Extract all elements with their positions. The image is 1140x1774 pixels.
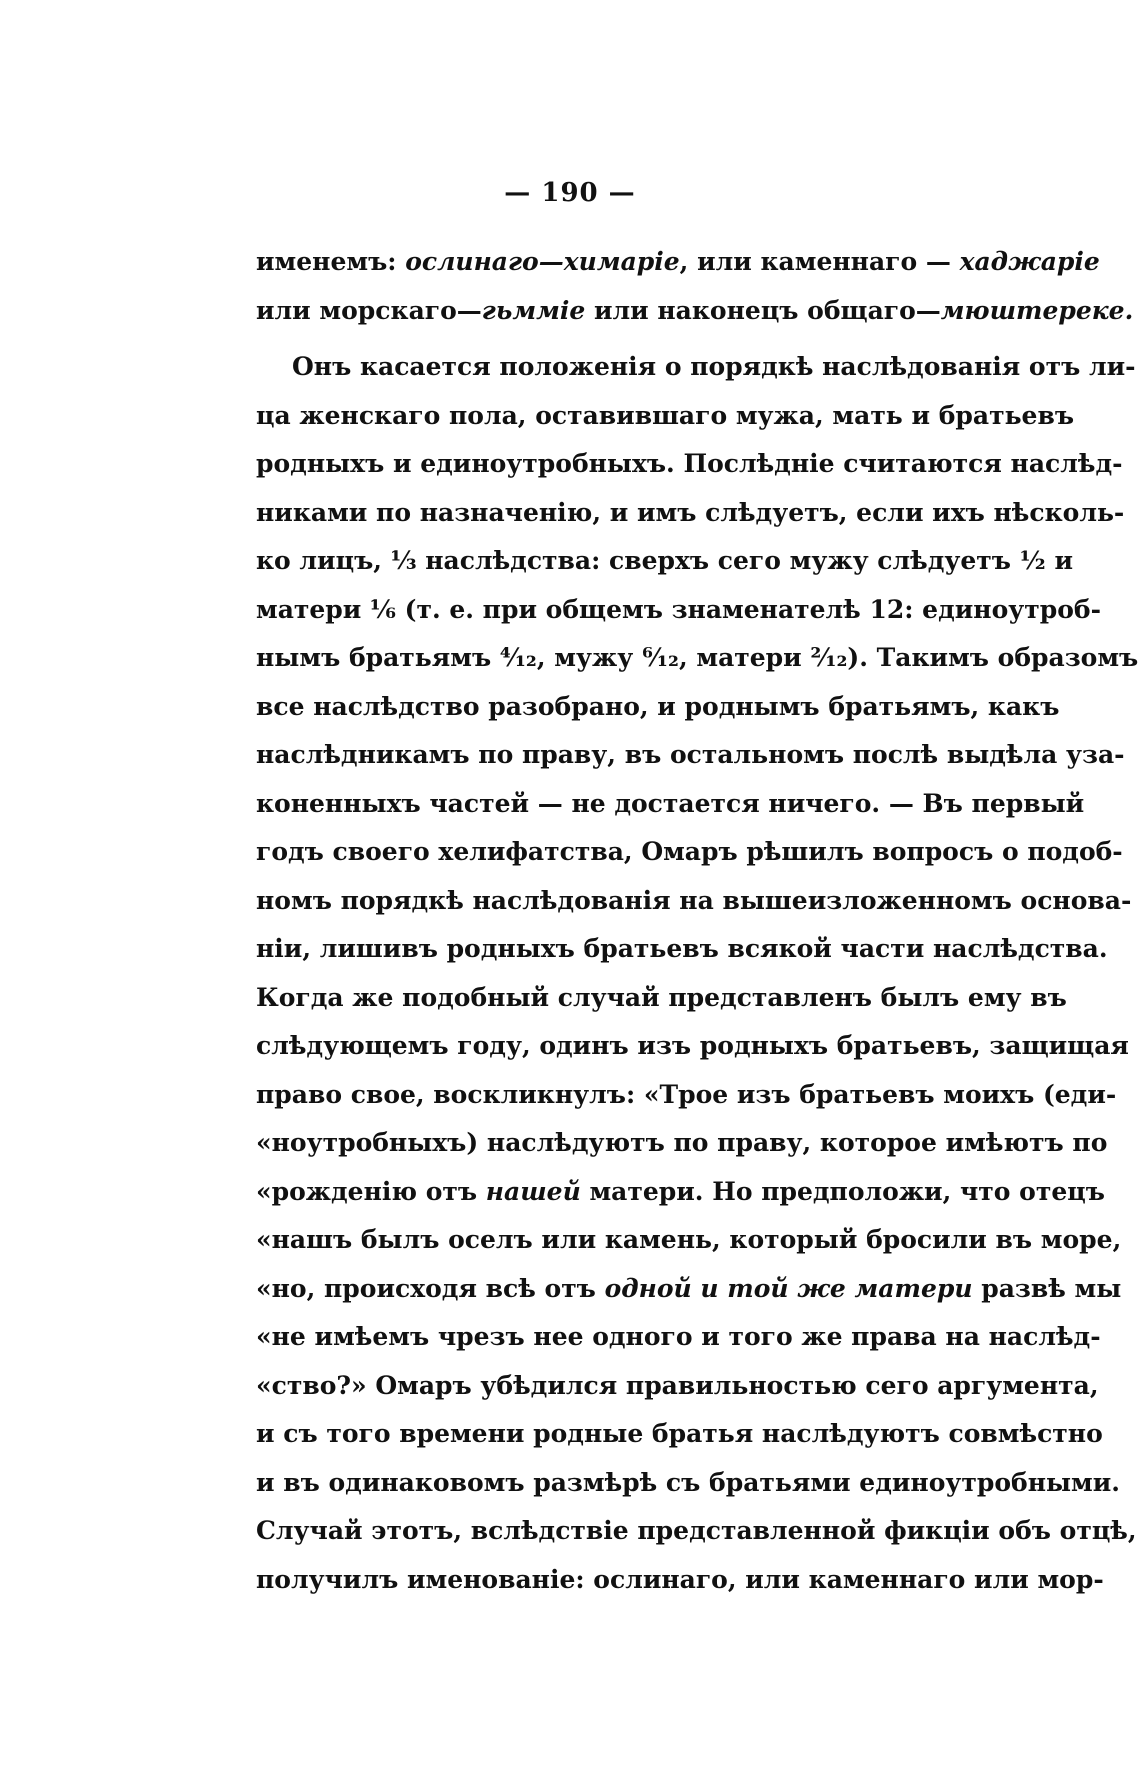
text-line — [256, 877, 1132, 926]
text-run: никами по назначенію, и имъ слѣдуетъ, если ихъ нѣсколь- — [256, 497, 1125, 527]
text-run: получилъ именованіе: ослинаго, или каменнаго или мор- — [256, 1564, 1104, 1594]
text-run: развѣ мы — [972, 1273, 1122, 1303]
italic-term: нашей — [485, 1176, 581, 1206]
text-line — [256, 780, 1085, 829]
text-run: право свое, воскликнулъ: «Трое изъ братьевъ моихъ (еди- — [256, 1079, 1117, 1109]
text-run: матери ⅙ (т. е. при общемъ знаменателѣ 12: единоутроб- — [256, 594, 1101, 624]
text-run: и съ того времени родные братья наслѣдуютъ совмѣстно — [256, 1419, 1103, 1448]
paragraph — [256, 343, 1139, 1604]
text-line — [256, 1362, 1099, 1411]
text-line — [256, 1071, 1117, 1120]
text-run: ца женскаго пола, оставившаго мужа, мать и братьевъ — [256, 400, 1074, 430]
text-line — [256, 238, 1100, 287]
text-line — [256, 683, 1060, 732]
paragraph-gap — [256, 335, 1000, 343]
text-run: слѣдующемъ году, одинъ изъ родныхъ братьевъ, защищая — [256, 1031, 1129, 1060]
text-line — [256, 1119, 1108, 1168]
body-text — [256, 238, 1139, 1604]
text-line — [256, 586, 1101, 635]
paragraph — [256, 238, 1134, 335]
text-line — [256, 974, 1067, 1023]
text-run: ко лицъ, ⅓ наслѣдства: сверхъ сего мужу слѣдуетъ ½ и — [256, 546, 1073, 575]
text-run: наслѣдникамъ по праву, въ остальномъ послѣ выдѣла уза- — [256, 740, 1125, 769]
text-line — [256, 1313, 1101, 1362]
text-run: ніи, лишивъ родныхъ братьевъ всякой части наслѣдства. — [256, 934, 1108, 963]
text-line — [256, 392, 1074, 441]
text-run: годъ своего хелифатства, Омаръ рѣшилъ вопросъ о подоб- — [256, 837, 1123, 866]
text-line — [256, 1168, 1105, 1217]
text-run: Случай этотъ, вслѣдствіе представленной фикціи объ отцѣ, — [256, 1516, 1137, 1545]
text-run: или наконецъ общаго— — [585, 295, 941, 325]
text-run: номъ порядкѣ наслѣдованія на вышеизложенномъ основа- — [256, 885, 1132, 915]
text-run: и въ одинаковомъ размѣрѣ съ братьями единоутробными. — [256, 1467, 1121, 1497]
text-run: или морскаго— — [256, 295, 482, 325]
text-run: «не имѣемъ чрезъ нее одного и того же права на наслѣд- — [256, 1322, 1101, 1351]
text-run: матери. Но предположи, что отецъ — [580, 1176, 1105, 1206]
text-line — [256, 1265, 1122, 1314]
text-line — [256, 1459, 1121, 1508]
text-line — [256, 287, 1134, 336]
text-line — [256, 1022, 1129, 1071]
text-run: родныхъ и единоутробныхъ. Послѣдніе считаются наслѣд- — [256, 449, 1123, 478]
text-run: , или каменнаго — — [679, 247, 960, 276]
text-run: все наслѣдство разобрано, и роднымъ братьямъ, какъ — [256, 691, 1060, 721]
text-run: именемъ: — [256, 247, 406, 276]
text-line — [256, 634, 1139, 683]
text-run: «но, происходя всѣ отъ — [256, 1273, 605, 1303]
text-line — [256, 343, 1136, 392]
text-line — [256, 489, 1125, 538]
text-line — [256, 1410, 1103, 1459]
text-run: «нашъ былъ оселъ или камень, который бросили въ море, — [256, 1225, 1122, 1254]
text-run: Онъ касается положенія о порядкѣ наслѣдованія отъ ли- — [292, 352, 1136, 381]
page-number: — 190 — — [504, 178, 636, 208]
text-line — [256, 440, 1123, 489]
text-line — [256, 925, 1108, 974]
text-run: «ство?» Омаръ убѣдился правильностью сего аргумента, — [256, 1370, 1099, 1400]
italic-term: ослинаго—химаріе — [405, 247, 680, 276]
italic-term: одной и той же матери — [604, 1273, 973, 1303]
text-line — [256, 1216, 1122, 1265]
text-line — [256, 1507, 1137, 1556]
text-line — [256, 731, 1125, 780]
italic-term: гьммiе — [481, 295, 586, 325]
text-line — [256, 828, 1123, 877]
italic-term: мюштереке. — [940, 295, 1134, 325]
text-line — [256, 537, 1073, 586]
italic-term: хаджаріе — [959, 247, 1100, 276]
text-run: «рожденію отъ — [256, 1176, 486, 1206]
text-run: Когда же подобный случай представленъ былъ ему въ — [256, 982, 1067, 1012]
text-line — [256, 1556, 1104, 1605]
text-run: «ноутробныхъ) наслѣдуютъ по праву, которое имѣютъ по — [256, 1128, 1108, 1157]
text-run: нымъ братьямъ ⁴⁄₁₂, мужу ⁶⁄₁₂, матери ²⁄₁₂). Такимъ образомъ — [256, 643, 1139, 672]
text-run: коненныхъ частей — не достается ничего. — Въ первый — [256, 788, 1085, 818]
